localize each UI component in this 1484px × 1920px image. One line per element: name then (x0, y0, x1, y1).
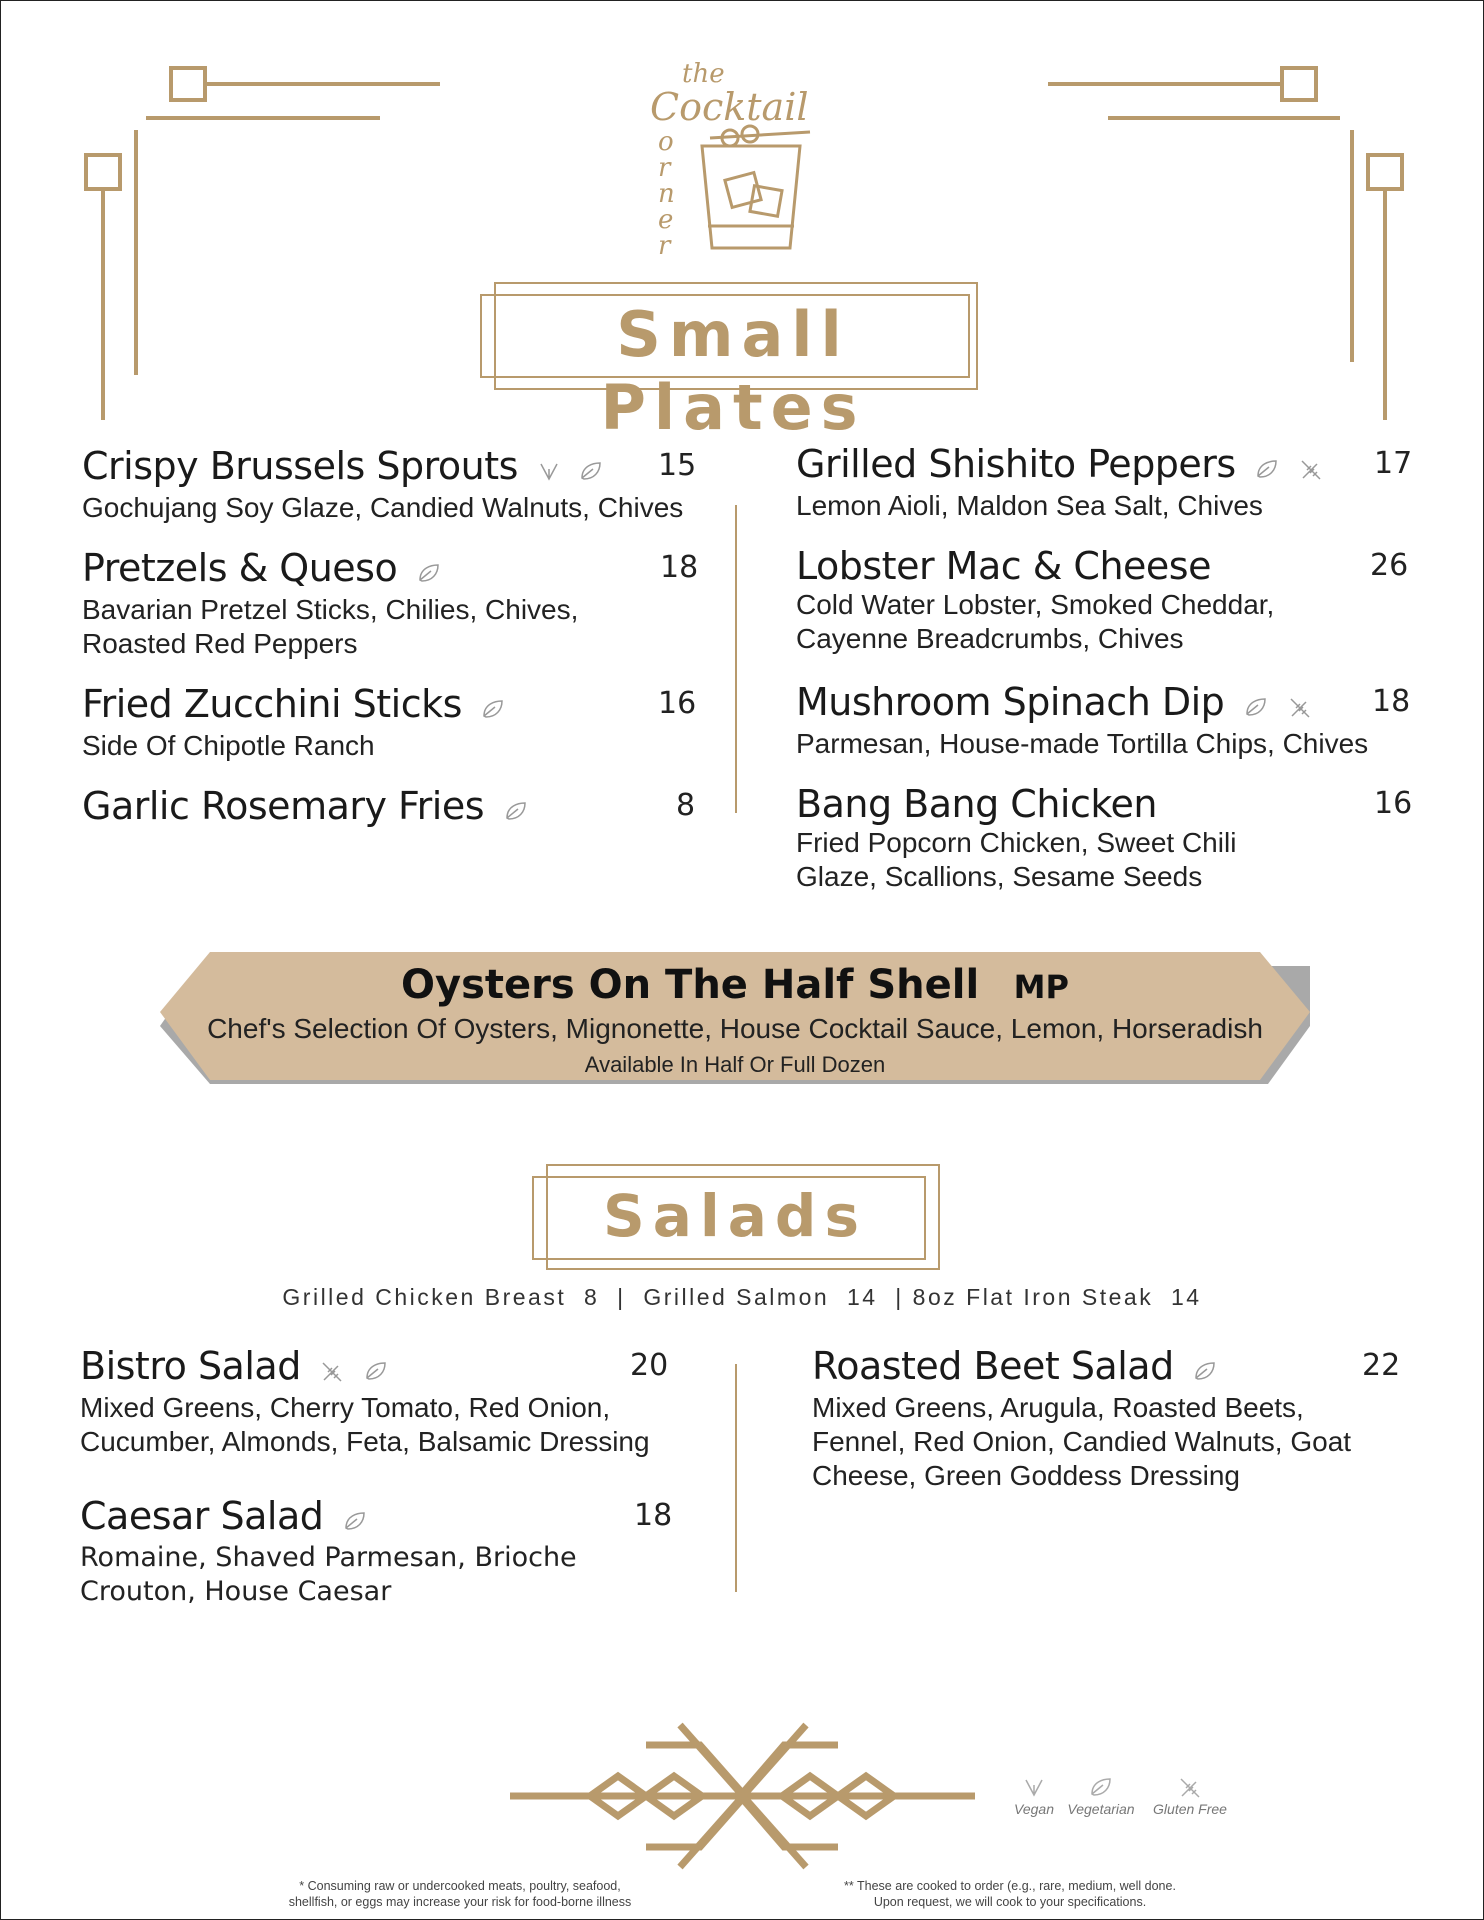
gluten-free-icon (1299, 445, 1323, 489)
legend-vegetarian-label: Vegetarian (1067, 1801, 1135, 1817)
item-price: 17 (1374, 446, 1413, 481)
vegan-icon (538, 447, 560, 491)
item-description: Mixed Greens, Arugula, Roasted Beets, Fennel, Red Onion, Candied Walnuts, Goat Cheese, Green Goddess Dressing (812, 1391, 1352, 1491)
logo-cocktail: Cocktail (650, 85, 809, 129)
item-price: 8 (676, 788, 696, 823)
item-description: Parmesan, House-made Tortilla Chips, Chives (796, 727, 1369, 759)
item-description: Fried Popcorn Chicken, Sweet Chili Glaze, Scallions, Sesame Seeds (796, 827, 1237, 892)
item-name: Garlic Rosemary Fries (82, 784, 485, 828)
vegetarian-icon (579, 447, 603, 491)
item-name: Caesar Salad (80, 1494, 324, 1538)
footnote-line: ** These are cooked to order (e.g., rare, medium, well done. (844, 1879, 1176, 1893)
footnote-line: Upon request, we will cook to your specifications. (873, 1895, 1147, 1909)
svg-text:r: r (658, 231, 671, 261)
vegetarian-icon (481, 685, 505, 729)
menu-item (812, 1344, 1402, 1493)
vegan-icon (1023, 1776, 1045, 1798)
item-price: 16 (658, 686, 697, 721)
item-price: 15 (658, 448, 697, 483)
svg-text:r: r (658, 153, 671, 183)
salads-title: Salads (603, 1182, 867, 1250)
column-divider (735, 505, 737, 813)
item-name: Mushroom Spinach Dip (796, 680, 1225, 724)
oysters-title-line (160, 962, 1310, 1008)
item-price: 26 (1370, 548, 1409, 583)
item-description: Cold Water Lobster, Smoked Cheddar, Cayenne Breadcrumbs, Chives (796, 589, 1275, 654)
oysters-name: Oysters On The Half Shell (401, 962, 980, 1008)
menu-item (82, 444, 697, 525)
oysters-price: MP (1013, 968, 1069, 1006)
small-plates-title-box (480, 282, 986, 444)
item-name: Roasted Beet Salad (812, 1344, 1174, 1388)
salads-title-box (532, 1164, 938, 1272)
vegetarian-icon (364, 1347, 388, 1391)
menu-item (82, 546, 699, 661)
vegetarian-icon (1089, 1776, 1113, 1798)
menu-item (82, 784, 694, 831)
footnote-cook-to-order (820, 1878, 1200, 1910)
legend-vegan (1004, 1776, 1064, 1817)
oysters-note: Available In Half Or Full Dozen (584, 1052, 886, 1077)
item-description: Romaine, Shaved Parmesan, Brioche Crouton, House Caesar (80, 1541, 577, 1607)
legend-vegetarian (1064, 1776, 1138, 1817)
item-price: 18 (1372, 684, 1411, 719)
vegetarian-icon (1193, 1347, 1217, 1391)
item-name: Bistro Salad (80, 1344, 301, 1388)
item-name: Fried Zucchini Sticks (82, 682, 462, 726)
legend-vegan-label: Vegan (1014, 1801, 1054, 1817)
item-name: Lobster Mac & Cheese (796, 544, 1211, 588)
menu-item (796, 442, 1413, 523)
menu-item (82, 682, 697, 763)
item-price: 16 (1374, 786, 1413, 821)
footnote-line: shellfish, or eggs may increase your risk for food-borne illness (288, 1895, 632, 1909)
legend-gluten-free (1150, 1776, 1230, 1817)
logo-corner-vertical (658, 127, 675, 261)
item-name: Crispy Brussels Sprouts (82, 444, 518, 488)
cocktail-corner-logo (640, 58, 840, 268)
small-plates-title: Small Plates (600, 298, 866, 444)
vegetarian-icon (343, 1497, 367, 1541)
gluten-free-icon (1178, 1776, 1202, 1798)
salad-protein-addons: Grilled Chicken Breast 8 | Grilled Salmon 14 | 8oz Flat Iron Steak 14 (282, 1284, 1202, 1310)
svg-text:o: o (658, 127, 674, 157)
item-name: Grilled Shishito Peppers (796, 442, 1236, 486)
footnote-line: * Consuming raw or undercooked meats, poultry, seafood, (299, 1879, 621, 1893)
menu-item (796, 680, 1411, 761)
item-description: Lemon Aioli, Maldon Sea Salt, Chives (796, 489, 1263, 521)
item-price: 18 (660, 550, 699, 585)
item-description: Side Of Chipotle Ranch (82, 729, 375, 761)
item-description: Gochujang Soy Glaze, Candied Walnuts, Chives (82, 491, 684, 523)
menu-item (796, 782, 1413, 894)
vegetarian-icon (1244, 683, 1268, 727)
item-price: 20 (630, 1348, 669, 1383)
column-divider (735, 1364, 737, 1592)
svg-text:e: e (658, 205, 674, 235)
cocktail-glass-icon (702, 126, 810, 248)
oysters-description: Chef's Selection Of Oysters, Mignonette, House Cocktail Sauce, Lemon, Horseradish (207, 1013, 1263, 1044)
vegetarian-icon (1255, 445, 1279, 489)
footer-ornament (510, 1725, 975, 1867)
item-name: Bang Bang Chicken (796, 782, 1157, 826)
gluten-free-icon (320, 1347, 344, 1391)
item-description: Mixed Greens, Cherry Tomato, Red Onion, Cucumber, Almonds, Feta, Balsamic Dressing (80, 1391, 650, 1457)
logo-the: the (682, 59, 725, 89)
menu-item (80, 1494, 680, 1609)
svg-text:n: n (658, 179, 675, 209)
item-price: 22 (1362, 1348, 1401, 1383)
vegetarian-icon (504, 787, 528, 831)
menu-item (796, 544, 1408, 656)
item-description: Bavarian Pretzel Sticks, Chilies, Chives, Roasted Red Peppers (82, 593, 579, 659)
menu-item (80, 1344, 680, 1459)
item-price: 18 (634, 1498, 673, 1533)
vegetarian-icon (417, 549, 441, 593)
gluten-free-icon (1288, 683, 1312, 727)
legend-gluten-free-label: Gluten Free (1153, 1801, 1227, 1817)
footnote-raw-food (270, 1878, 650, 1910)
item-name: Pretzels & Queso (82, 546, 398, 590)
